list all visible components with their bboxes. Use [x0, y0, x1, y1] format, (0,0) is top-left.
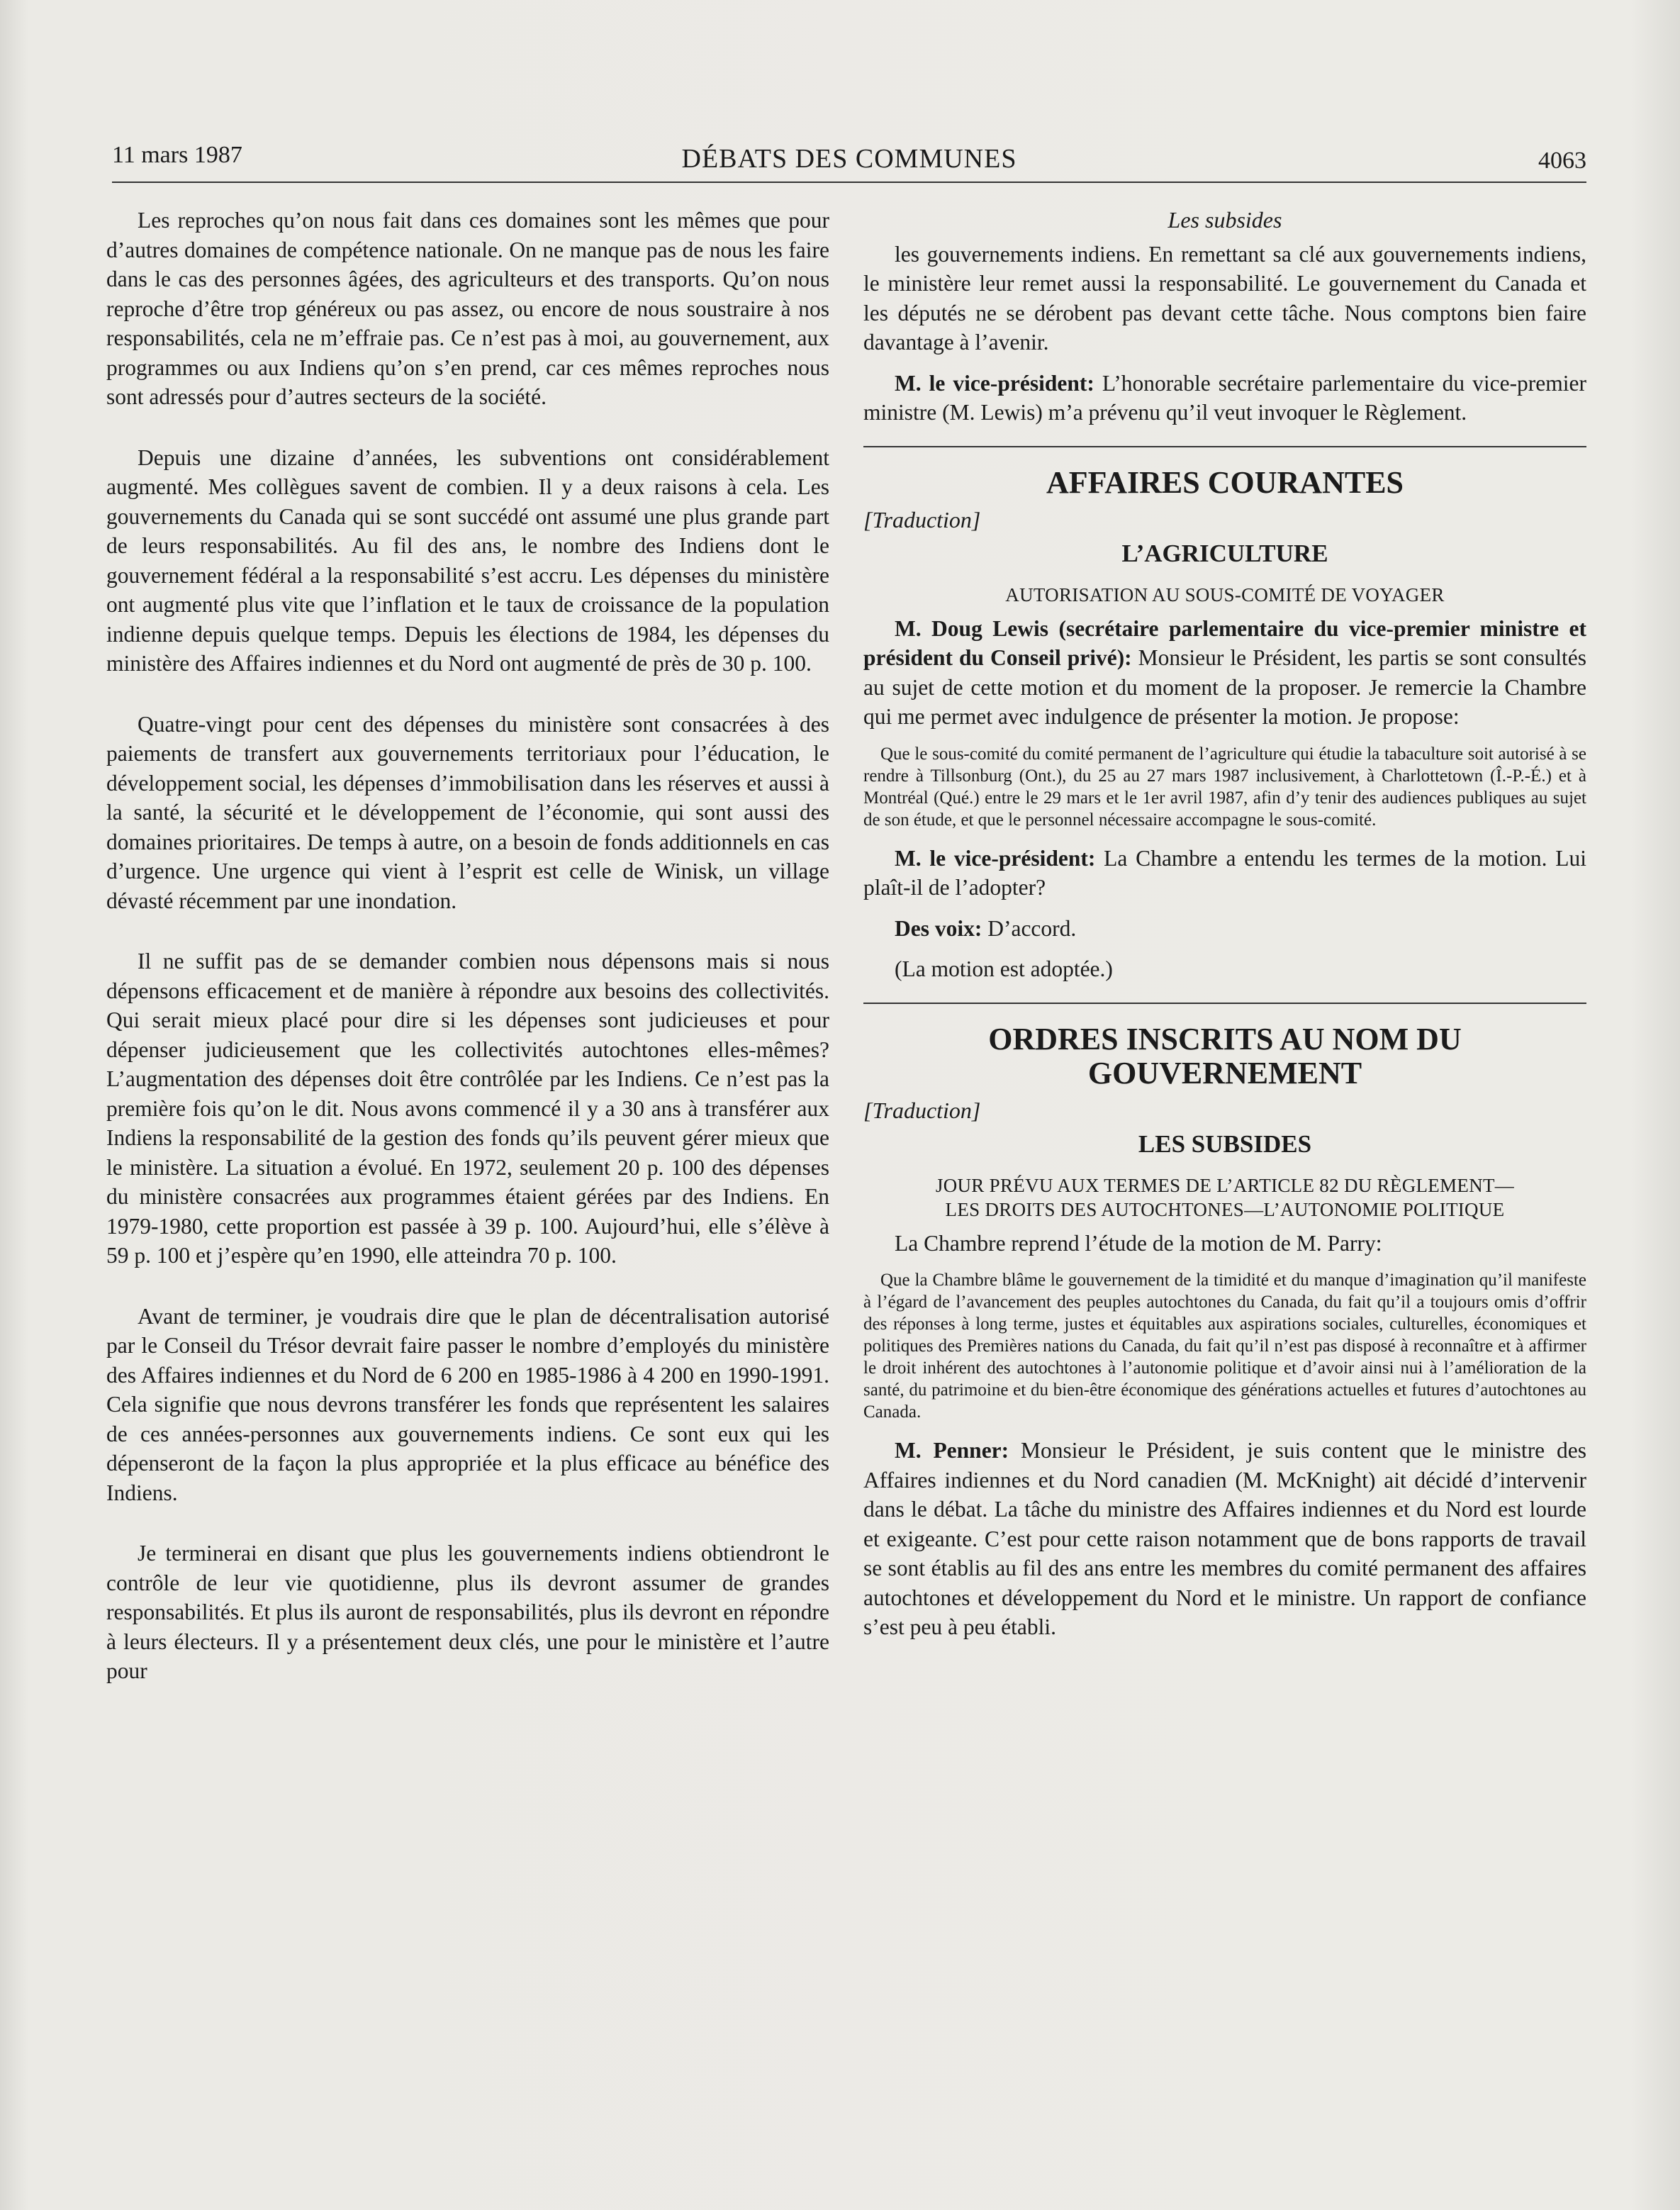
header-rule	[112, 182, 1586, 183]
paragraph: les gouvernements indiens. En remettant sa clé aux gouvernements indiens, le ministère leur remet aussi la responsabilité. Le gouvernement du Canada et les députés ne se dérobent pas devant cette tâche. Nous comptons bien faire davantage à l’avenir.	[863, 241, 1586, 355]
header-page-number: 4063	[1538, 147, 1586, 174]
section-subheading	[863, 1173, 1586, 1222]
speech-penner	[863, 1436, 1586, 1642]
translation-note: [Traduction]	[863, 1097, 981, 1123]
paragraph: Les reproches qu’on nous fait dans ces domaines sont les mêmes que pour d’autres domaines de compétence nationale. On ne manque pas de nous les faire dans le cas des personnes âgées, des agriculteurs et des transports. Qu’on nous reproche d’être trop généreux ou pas assez, ou encore de nous soustraire à nos responsabilités, cela ne m’effraie pas. Ce n’est pas à moi, au gouvernement, aux programmes ou aux Indiens qu’on s’en prend, car ces mêmes reproches nous sont adressés pour d’autres secteurs de la société.	[106, 208, 829, 409]
speech-lewis	[863, 614, 1586, 732]
paragraph: Quatre-vingt pour cent des dépenses du ministère sont consacrées à des paiements de transfert aux gouvernements territoriaux pour l’éducation, le développement social, les dépenses d’immobilisation dans les réserves et aussi à la santé, la sécurité et le développement de l’économie, qui sont aussi des domaines prioritaires. De temps à autre, on a besoin de fonds additionnels en cas d’urgence. Une urgence qui vient à l’esprit est celle de Winisk, un village dévasté récemment par une inondation.	[106, 711, 829, 913]
speaker-name: M. Penner:	[895, 1438, 1009, 1463]
section-subheading: AUTORISATION AU SOUS-COMITÉ DE VOYAGER	[1005, 584, 1445, 605]
speech-vice-president	[863, 844, 1586, 903]
section-divider	[863, 446, 1586, 447]
speech-text: La Chambre a entendu les termes de la motion. Lui plaît-il de l’adopter?	[863, 845, 1586, 900]
section-subtitle: LES SUBSIDES	[1138, 1130, 1312, 1158]
motion-adopted: (La motion est adoptée.)	[895, 956, 1113, 981]
speech-voices	[863, 914, 1586, 944]
speech-text: Monsieur le Président, les partis se sont consultés au sujet de cette motion et du moment de la proposer. Je remercie la Chambre qui me permet avec indulgence de présenter la motion. Je propose:	[863, 645, 1586, 729]
speaker-name: M. le vice-président:	[895, 845, 1096, 871]
speech-text: L’honorable secrétaire parlementaire du vice-premier ministre (M. Lewis) m’a prévenu qu’il veut invoquer le Règlement.	[863, 370, 1586, 425]
subheading-line: JOUR PRÉVU AUX TERMES DE L’ARTICLE 82 DU RÈGLEMENT—	[935, 1174, 1515, 1196]
speech-text: Monsieur le Président, je suis content que le ministre des Affaires indiennes et du Nord canadien (M. McKnight) ait décidé d’intervenir dans le débat. La tâche du ministre des Affaires indiennes et du Nord est lourde et exigeante. C’est pour cette raison notamment que de bons rapports de travail se sont établis au fil des ans entre les membres du comité permanent des affaires autochtones et développement du Nord et le ministre. Un rapport de confiance s’est peu à peu établi.	[863, 1438, 1586, 1639]
speaker-name: M. Doug Lewis (secrétaire parlementaire du vice-premier ministre et président du Conseil privé):	[863, 615, 1586, 670]
section-divider	[863, 1003, 1586, 1004]
motion-quote: Que le sous-comité du comité permanent de l’agriculture qui étudie la tabaculture soit autorisé à se rendre à Tillsonburg (Ont.), du 25 au 27 mars 1987 inclusivement, à Charlottetown (Î.-P.-É.) et à Montréal (Qué.) entre le 29 mars et le 1er avril 1987, afin d’y tenir des audiences publiques au sujet de son étude, et que le personnel nécessaire accompagne le sous-comité.	[863, 744, 1586, 830]
running-title: Les subsides	[1167, 207, 1282, 233]
speech-text: D’accord.	[982, 915, 1077, 941]
translation-note: [Traduction]	[863, 506, 981, 532]
header-title: DÉBATS DES COMMUNES	[681, 144, 1017, 174]
paragraph: La Chambre reprend l’étude de la motion de M. Parry:	[895, 1230, 1382, 1256]
section-title-affaires-courantes: AFFAIRES COURANTES	[1046, 464, 1404, 500]
paragraph: Il ne suffit pas de se demander combien nous dépensons mais si nous dépensons efficacement et de manière à répondre aux besoins des collectivités. Qui serait mieux placé pour dire si les dépenses sont judicieuses et pour dépenser judicieusement que les collectivités autochtones elles-mêmes? L’augmentation des dépenses doit être contrôlée par les Indiens. Ce n’est pas la première fois qu’on le dit. Nous avons commencé il y a 30 ans à transférer aux Indiens la responsabilité de la gestion des fonds qu’ils peuvent gérer mieux que le ministère. La situation a évolué. En 1972, seulement 20 p. 100 des dépenses du ministère consacrées aux programmes étaient gérées par des Indiens. En 1979-1980, cette proportion est passée à 39 p. 100. Aujourd’hui, elle s’élève à 59 p. 100 et j’espère qu’en 1990, elle atteindra 70 p. 100.	[106, 949, 829, 1268]
subheading-line: LES DROITS DES AUTOCHTONES—L’AUTONOMIE POLITIQUE	[945, 1198, 1505, 1220]
right-column	[863, 206, 1586, 1653]
speaker-name: M. le vice-président:	[895, 370, 1094, 396]
paragraph: Depuis une dizaine d’années, les subventions ont considérablement augmenté. Mes collègues savent de combien. Il y a deux raisons à cela. Les gouvernements du Canada qui se sont succédé ont assumé une plus grande part de leurs responsabilités. Au fil des ans, le nombre des Indiens dont le gouvernement fédéral a la responsabilité s’est accru. Les dépenses du ministère ont augmenté plus vite que l’inflation et le taux de croissance de la population indienne depuis quelque temps. Depuis les élections de 1984, les dépenses du ministère des Affaires indiennes et du Nord ont augmenté de près de 30 p. 100.	[106, 445, 829, 676]
paragraph: Avant de terminer, je voudrais dire que le plan de décentralisation autorisé par le Conseil du Trésor devrait faire passer le nombre d’employés du ministère des Affaires indiennes et du Nord de 6 200 en 1985-1986 à 4 200 en 1990-1991. Cela signifie que nous devrons transférer les fonds que représentent les salaires de ces années-personnes aux gouvernements indiens. Ce sont eux qui les dépenseront de la façon la plus appropriée et la plus efficace au bénéfice des Indiens.	[106, 1303, 829, 1505]
speaker-name: Des voix:	[895, 915, 982, 941]
paragraph: Je terminerai en disant que plus les gouvernements indiens obtiendront le contrôle de leur vie quotidienne, plus ils devront assumer de grandes responsabilités. Et plus ils auront de responsabilités, plus ils devront en répondre à leurs électeurs. Il y a présentement deux clés, une pour le ministère et l’autre pour	[106, 1541, 829, 1683]
motion-quote: Que la Chambre blâme le gouvernement de la timidité et du manque d’imagination qu’il manifeste à l’égard de l’avancement des peuples autochtones du Canada, du fait qu’il a toujours omis d’offrir des réponses à long terme, justes et équitables aux aspirations sociales, culturelles, économiques et politiques des Premières nations du Canada, du fait qu’il n’est pas disposé à reconnaître et à affirmer le droit inhérent des autochtones à l’autonomie politique et d’avoir ainsi nui à l’amélioration de la santé, du patrimoine et du bien-être économique des générations actuelles et futures d’autochtones au Canada.	[863, 1271, 1586, 1422]
left-column	[106, 206, 829, 1717]
speech-vice-president	[863, 369, 1586, 428]
section-title-ordres: ORDRES INSCRITS AU NOM DU GOUVERNEMENT	[988, 1021, 1462, 1090]
header-date: 11 mars 1987	[112, 142, 242, 168]
page-header	[112, 142, 1586, 184]
section-subtitle: L’AGRICULTURE	[1121, 540, 1328, 567]
